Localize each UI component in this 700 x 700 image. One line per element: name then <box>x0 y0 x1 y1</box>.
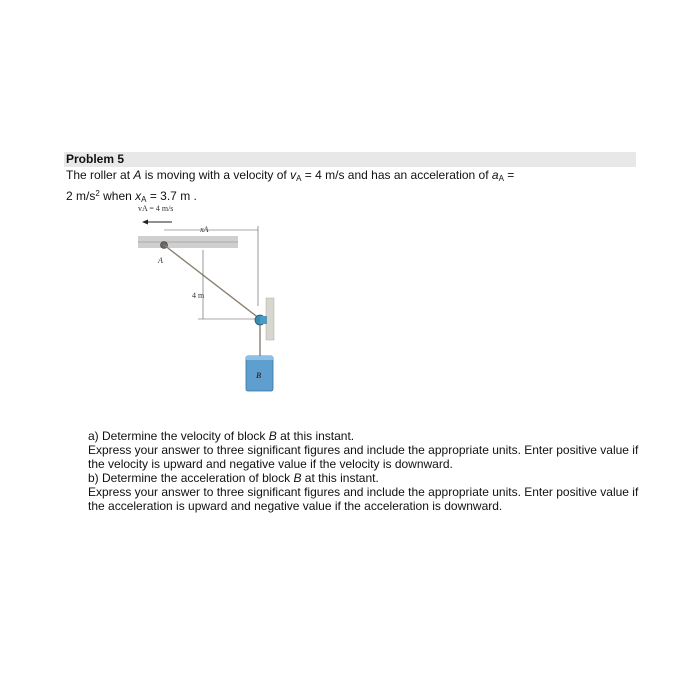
question-b: b) Determine the acceleration of block B at this instant. <box>88 471 379 485</box>
rope-diagonal <box>164 245 260 319</box>
velocity-arrowhead <box>142 220 148 225</box>
question-a-detail: Express your answer to three significant figures and include the appropriate units. Enter positive value if the velocity is upward and negative value if the velocity is downward. <box>88 443 639 471</box>
problem-title: Problem 5 <box>66 152 125 166</box>
height-label: 4 m <box>192 291 205 300</box>
question-b-detail: Express your answer to three significant figures and include the appropriate units. Enter positive value if the acceleration is upward and negative value if the acceleration is downward. <box>88 485 639 513</box>
pulley-diagram <box>128 198 298 433</box>
questions <box>88 429 648 513</box>
velocity-label: vA = 4 m/s <box>138 204 174 213</box>
block-B-top <box>246 356 273 360</box>
problem-statement: The roller at A is moving with a velocity of $v_A = 4$ m/s and has an acceleration of $a_A$ = 2 $m/s^2$ when $x_A = 3.7$ m . <box>66 168 515 204</box>
pulley-bracket <box>260 316 267 324</box>
point-A-label: A <box>158 256 163 265</box>
question-a: a) Determine the velocity of block B at this instant. <box>88 429 355 443</box>
problem-header-bar <box>64 152 636 167</box>
block-B-label: B <box>256 371 262 380</box>
wall-mount <box>266 298 274 340</box>
xA-label: xA <box>200 225 209 234</box>
